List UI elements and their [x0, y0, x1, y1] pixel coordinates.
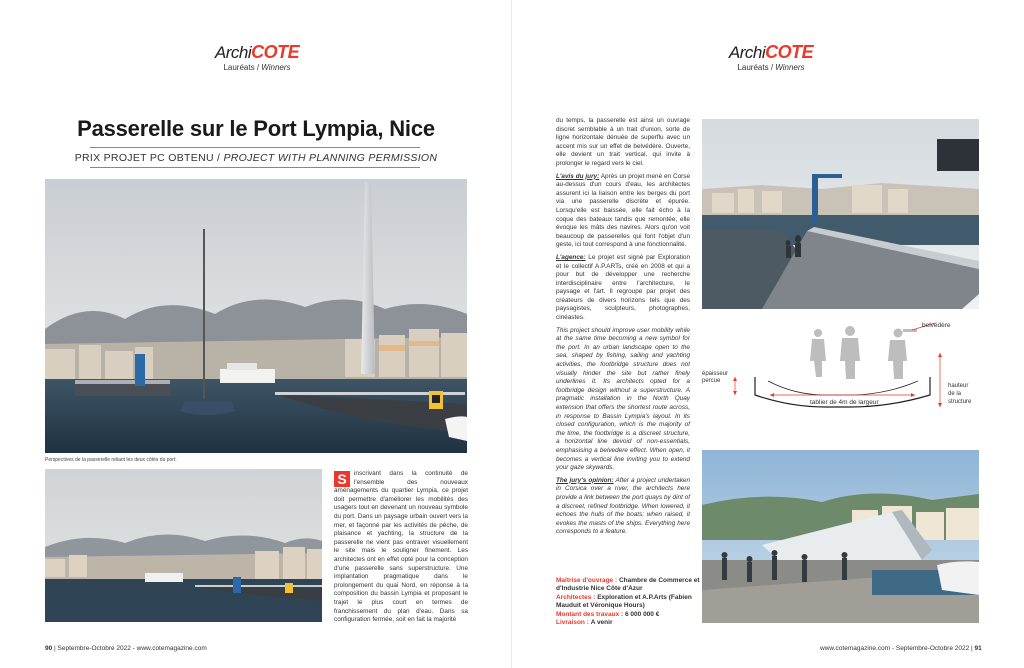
- credit-client: [556, 577, 716, 594]
- credit-client-key: Maîtrise d'ouvrage :: [556, 577, 618, 584]
- section-label-sep: /: [254, 63, 262, 72]
- title-divider-top: [90, 147, 420, 148]
- archicote-logo: [212, 42, 302, 72]
- credit-budget-key: Montant des travaux :: [556, 610, 624, 618]
- intro-paragraph: [334, 470, 468, 625]
- credit-client-value: Chambre de Commerce et d'Industrie Nice Côte d'Azur: [556, 577, 700, 593]
- agence-text: Le projet est signé par Exploration et le collectif A.P.ARTs, créé en 2008 et qui a pour but de développer une recherche interdisciplinaire entre l'architecture, le paysage et l'art. Il regroupe par projet des créateurs de divers horizons tels que des paysagistes, sculpteurs, photographes, cinéastes.: [556, 253, 690, 322]
- logo-archi: Archi: [214, 43, 252, 62]
- footer-left-text: | Septembre-Octobre 2022 - www.cotemagazine.com: [52, 645, 207, 652]
- agence-paragraph: [556, 254, 690, 323]
- credit-budget-value: 6 000 000 €: [625, 610, 660, 618]
- agence-label: L'agence:: [556, 253, 586, 261]
- footer-right: [820, 645, 982, 652]
- credit-delivery-key: Livraison :: [556, 619, 589, 627]
- quay-crowd-render: [702, 450, 979, 623]
- logo-cote: COTE: [251, 42, 300, 62]
- drop-cap: S: [334, 471, 350, 487]
- section-label-right: [726, 63, 816, 72]
- logo-archi-right: Archi: [728, 43, 766, 62]
- logo-cote-right: COTE: [765, 42, 814, 62]
- main-photo-caption: Perspectives de la passerelle reliant les deux côtés du port.: [45, 457, 177, 463]
- section-label-en-right: Winners: [775, 63, 805, 72]
- english-jury-label: The jury's opinion:: [556, 476, 614, 484]
- credit-delivery: [556, 619, 716, 627]
- credit-budget: [556, 611, 716, 619]
- jury-label: L'avis du jury:: [556, 172, 600, 180]
- intro-text: inscrivant dans la continuité de l'ensemble des nouveaux aménagements du quartier Lympia, ce projet doit permettre d'améliorer les mobilités des usagers tout en devenant un nouveau symbole du port. Dans un paysage urbain ouvert vers la mer, et façonné par les activités de pêche, de plaisance et yachting, la structure de la passerelle ne vient pas entraver visuellement le site mais le souligner finement. Les architectes ont en effet opté pour la conception d'une passerelle sans superstructure. Une implantation pragmatique dans le prolongement du quai Nord, en réponse à la composition du bassin Lympia et proposant le trajet le plus court en termes de franchissement du plan d'eau. Dans sa configuration fermée, soit en fait la majorité: [334, 470, 468, 624]
- credit-architects-value: Exploration et A.P.Arts (Fabien Mauduit et Véronique Hours): [556, 593, 692, 610]
- title-divider-bottom: [90, 167, 420, 168]
- article-title: Passerelle sur le Port Lympia, Nice: [77, 116, 435, 141]
- project-credits: [556, 577, 716, 627]
- article-column-right: [556, 117, 690, 541]
- label-tablier: tablier de 4m de largeur: [810, 399, 879, 406]
- label-epaisseur-2: percue: [702, 378, 721, 384]
- main-footbridge-render: [45, 179, 467, 453]
- article-subtitle: [46, 152, 466, 164]
- label-epaisseur-1: épaisseur: [702, 371, 729, 377]
- secondary-footbridge-render: [45, 469, 322, 622]
- archicote-logo-right: [726, 42, 816, 72]
- section-label-en: Winners: [261, 63, 291, 72]
- paragraph-continuation: du temps, la passerelle est ainsi un ouvrage discret semblable à un trait d'union, sorte de ligne horizontale dénuée de superflu avec un accent mis sur un effet de belvédère. Ouverte, elle devient un trait vertical, qui invite à prolonger le regard vers le ciel.: [556, 117, 690, 167]
- subtitle-fr: PRIX PROJET PC OBTENU: [74, 152, 214, 164]
- label-hauteur-1: hauteur: [948, 383, 969, 389]
- section-label: [212, 63, 302, 72]
- english-jury-text: After a project undertaken in Corsica over a river, the architects here provide a link between the port quays by dint of a discreet, refined footbridge. When lowered, it echoes the hulls of the boats; when raised, it evokes the masts of the ships. Everything here corresponds to a feature.: [556, 476, 690, 536]
- section-label-sep-right: /: [768, 63, 776, 72]
- credit-delivery-value: A venir: [590, 619, 613, 627]
- credit-architects: [556, 594, 716, 611]
- english-paragraph: This project should improve user mobility while at the same time becoming a new symbol for the port. In an urban landscape open to the sea, shaped by fishing, sailing and yachting activities, the footbridge structure does not visually hinder the site but rather finely underlines it. Its architects opted for a footbridge design without a superstructure. A pragmatic installation in the North Quay extension that offers the shortest route across, in response to Bassin Lympia's layout. In its closed configuration, which is the majority of the time, the footbridge is a discreet structure, a horizontal line devoid of non-essentials, emphasising a belvedere effect. When open, it becomes a vertical line inviting you to extend your gaze skywards.: [556, 326, 690, 472]
- jury-paragraph: [556, 173, 690, 250]
- footer-right-text: www.cotemagazine.com - Septembre-Octobre 2022 |: [820, 645, 975, 652]
- page-number-right: 91: [974, 645, 982, 652]
- english-jury-paragraph: [556, 477, 690, 537]
- label-hauteur-3: structure: [948, 399, 972, 405]
- footbridge-deck-render: [702, 119, 979, 309]
- subtitle-sep: /: [213, 152, 224, 164]
- jury-text: Après un projet mené en Corse au-dessus d'un cours d'eau, les architectes assurent ici la liaison entre les berges du port via une passerelle discrète et épurée. Lorsqu'elle est baissée, elle fait écho à la coque des bateaux tandis que remontée, elle évoque les mâts des navires. Alors qu'on voit beaucoup de passerelles qui font l'objet d'un geste, ici tout correspond à une fonctionnalité.: [556, 172, 690, 249]
- subtitle-en: PROJECT WITH PLANNING PERMISSION: [223, 152, 438, 164]
- pedestrian-silhouettes: [810, 326, 917, 379]
- credit-architects-key: Architectes :: [556, 593, 596, 601]
- label-belvedere: belvédère: [922, 322, 951, 329]
- cross-section-diagram: [700, 315, 980, 440]
- section-label-fr-right: Lauréats: [737, 63, 769, 72]
- section-label-fr: Lauréats: [223, 63, 255, 72]
- page-number-left: 90: [45, 645, 53, 652]
- footer-left: [45, 645, 207, 652]
- label-hauteur-2: de la: [948, 391, 962, 397]
